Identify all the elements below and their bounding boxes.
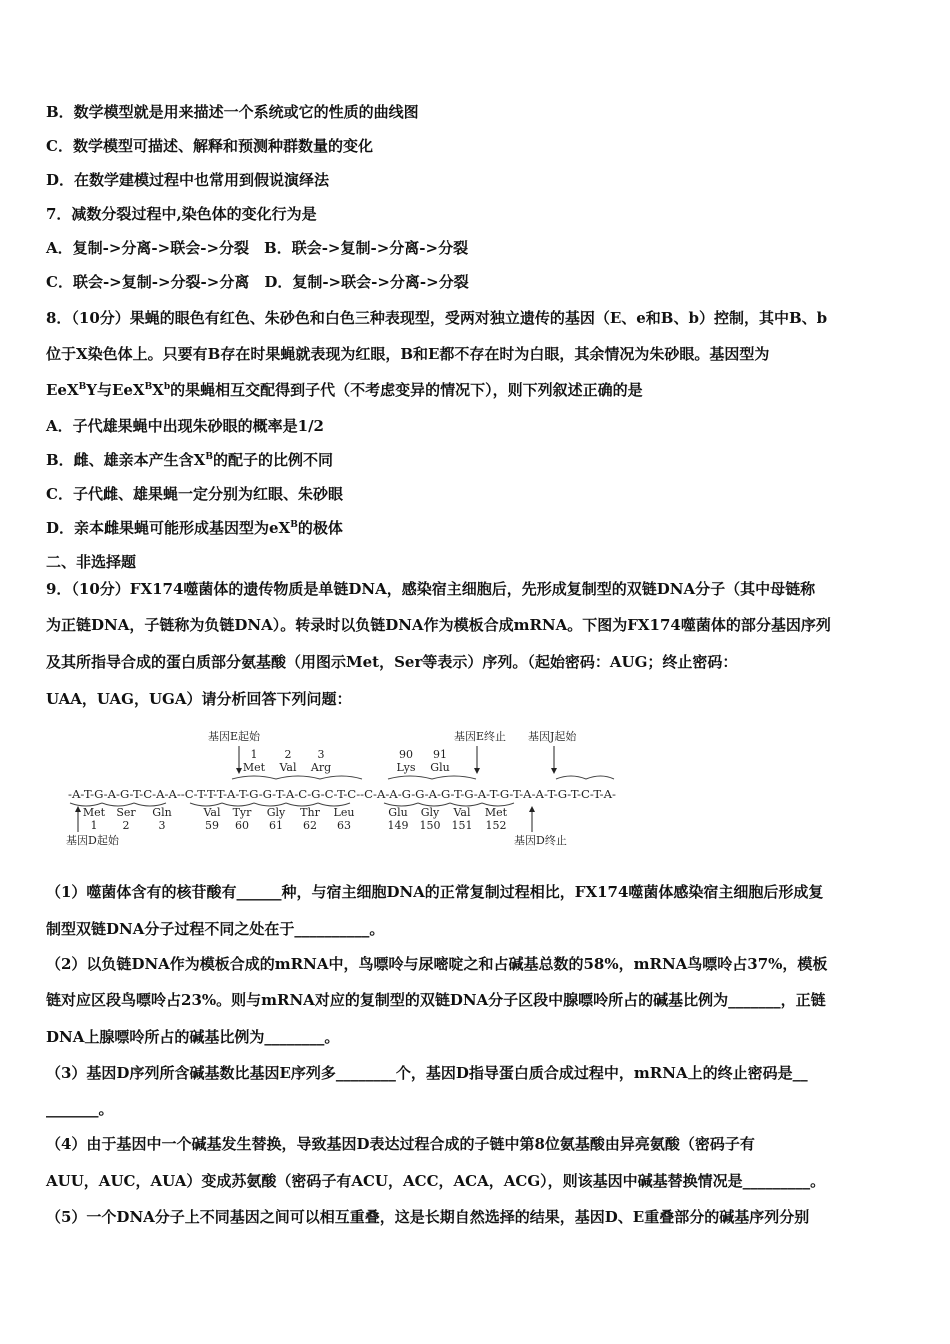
top-aa-name: Lys: [396, 761, 416, 774]
gene-e-start-label: 基因E起始: [208, 730, 261, 743]
subquestion-1-line2: 制型双链DNA分子过程不同之处在于__________。: [46, 920, 385, 938]
bottom-aa-name: Gln: [152, 806, 172, 819]
subquestion-4-line2: AUU，AUC，AUA）变成苏氨酸（密码子有ACU，ACC，ACA，ACG），则该基因中碱基替换情况是_________。: [46, 1172, 826, 1190]
bottom-aa-num: 61: [269, 819, 283, 832]
subquestion-3-line2: _______。: [46, 1100, 114, 1118]
bottom-aa-num: 3: [158, 819, 166, 832]
option-a-q8: A．子代雄果蝇中出现朱砂眼的概率是1/2: [46, 417, 324, 435]
gene-d-start-arrowhead: [75, 806, 81, 812]
gene-e-end-label: 基因E终止: [454, 730, 507, 743]
bottom-aa-name: Met: [82, 806, 106, 819]
bottom-aa-name: Met: [484, 806, 508, 819]
bottom-aa-name: Ser: [116, 806, 136, 819]
question-7: 7．减数分裂过程中,染色体的变化行为是: [46, 205, 317, 223]
subquestion-2-line3: DNA上腺嘌呤所占的碱基比例为________。: [46, 1028, 340, 1046]
bottom-codon-braces: [70, 803, 514, 806]
bottom-aa-num: 60: [235, 819, 249, 832]
subquestion-3-line1: （3）基因D序列所含碱基数比基因E序列多________个，基因D指导蛋白质合成过程中，mRNA上的终止密码是__: [46, 1064, 808, 1082]
bottom-aa-num: 63: [337, 819, 351, 832]
section-heading: 二、非选择题: [46, 553, 137, 571]
top-aa-num: 2: [284, 748, 292, 761]
bottom-aa-num: 2: [122, 819, 130, 832]
top-aa-name: Val: [279, 761, 297, 774]
option-c-q8: C．子代雌、雄果蝇一定分别为红眼、朱砂眼: [46, 485, 343, 503]
question-9-line3: 及其所指导合成的蛋白质部分氨基酸（用图示Met，Ser等表示）序列。（起始密码：AUG；终止密码：: [46, 653, 738, 671]
bottom-aa-name: Gly: [266, 806, 286, 819]
bottom-aa-name: Tyr: [232, 806, 252, 819]
top-aa-num: 1: [250, 748, 258, 761]
question-9-line2: 为正链DNA，子链称为负链DNA）。转录时以负链DNA作为模板合成mRNA。下图为FX174噬菌体的部分基因序列: [46, 616, 831, 634]
top-aa-name: Arg: [310, 761, 332, 774]
gene-j-start-label: 基因J起始: [528, 730, 577, 743]
bottom-aa-num: 1: [90, 819, 98, 832]
options-ab-q7: A．复制->分离->联会->分裂 B．联会->复制->分离->分裂: [46, 239, 469, 257]
bottom-aa-name: Val: [203, 806, 221, 819]
question-9-line1: 9．（10分）FX174噬菌体的遗传物质是单链DNA，感染宿主细胞后，先形成复制型的双链DNA分子（其中母链称: [46, 580, 816, 598]
option-d-q6: D．在数学建模过程中也常用到假说演绎法: [46, 171, 330, 189]
question-8-line3: EeX$^B$Y与$EeX^BX^b$的果蝇相互交配得到子代（不考虑变异的情况下），则下列叙述正确的是: [46, 381, 643, 399]
dna-sequence: -A-T-G-A-G-T-C-A-A--C-T-T-T-A-T-G-G-T-A-C-G-C-T-C--C-A-A-G-G-A-G-T-G-A-T-G-T-A-A-T-G-T-C-T-A-: [68, 787, 617, 801]
subquestion-1-line1: （1）噬菌体含有的核苷酸有______种，与宿主细胞DNA的正常复制过程相比，FX174噬菌体感染宿主细胞后形成复: [46, 883, 824, 901]
bottom-aa-name: Leu: [333, 806, 355, 819]
gene-e-start-arrowhead: [236, 768, 242, 774]
gene-sequence-figure: [66, 728, 626, 854]
top-aa-name: Glu: [430, 761, 450, 774]
subquestion-2-line2: 链对应区段鸟嘌呤占23%。则与mRNA对应的复制型的双链DNA分子区段中腺嘌呤所占的碱基比例为_______，正链: [46, 991, 826, 1009]
question-8-line2: 位于X染色体上。只要有B存在时果蝇就表现为红眼，B和E都不存在时为白眼，其余情况为朱砂眼。基因型为: [46, 345, 770, 363]
bottom-aa-num: 150: [419, 819, 441, 832]
top-aa-num: 91: [433, 748, 447, 761]
bottom-aa-num: 62: [303, 819, 317, 832]
bottom-aa-name: Val: [453, 806, 471, 819]
option-c-q6: C．数学模型可描述、解释和预测种群数量的变化: [46, 137, 373, 155]
option-b-q6: B．数学模型就是用来描述一个系统或它的性质的曲线图: [46, 103, 419, 121]
gene-j-start-arrowhead: [551, 768, 557, 774]
gene-e-end-arrowhead: [474, 768, 480, 774]
bottom-aa-num: 149: [387, 819, 409, 832]
bottom-aa-num: 59: [205, 819, 219, 832]
bottom-aa-num: 152: [485, 819, 507, 832]
top-aa-name: Met: [242, 761, 266, 774]
top-aa-num: 90: [399, 748, 413, 761]
top-aa-num: 3: [317, 748, 325, 761]
options-cd-q7: C．联会->复制->分裂->分离 D．复制->联会->分离->分裂: [46, 273, 469, 291]
top-codon-braces: [232, 776, 614, 779]
subquestion-2-line1: （2）以负链DNA作为模板合成的mRNA中，鸟嘌呤与尿嘧啶之和占碱基总数的58%，mRNA鸟嘌呤占37%，模板: [46, 955, 828, 973]
question-8-line1: 8．（10分）果蝇的眼色有红色、朱砂色和白色三种表现型，受两对独立遗传的基因（E、e和B、b）控制，其中B、b: [46, 309, 828, 327]
subquestion-5-line1: （5）一个DNA分子上不同基因之间可以相互重叠，这是长期自然选择的结果，基因D、E重叠部分的碱基序列分别: [46, 1208, 810, 1226]
subquestion-4-line1: （4）由于基因中一个碱基发生替换，导致基因D表达过程合成的子链中第8位氨基酸由异亮氨酸（密码子有: [46, 1135, 755, 1153]
bottom-aa-num: 151: [451, 819, 473, 832]
option-d-q8: D．亲本雌果蝇可能形成基因型为$eX^B$的极体: [46, 519, 343, 537]
question-9-line4: UAA，UAG，UGA）请分析回答下列问题：: [46, 690, 352, 708]
bottom-aa-name: Thr: [300, 806, 320, 819]
bottom-aa-name: Gly: [420, 806, 440, 819]
option-b-q8: B．雌、雄亲本产生含$X^B$的配子的比例不同: [46, 451, 333, 469]
gene-d-end-arrowhead: [529, 806, 535, 812]
bottom-aa-name: Glu: [388, 806, 408, 819]
gene-d-end-label: 基因D终止: [514, 834, 567, 847]
gene-d-start-label: 基因D起始: [66, 834, 119, 847]
